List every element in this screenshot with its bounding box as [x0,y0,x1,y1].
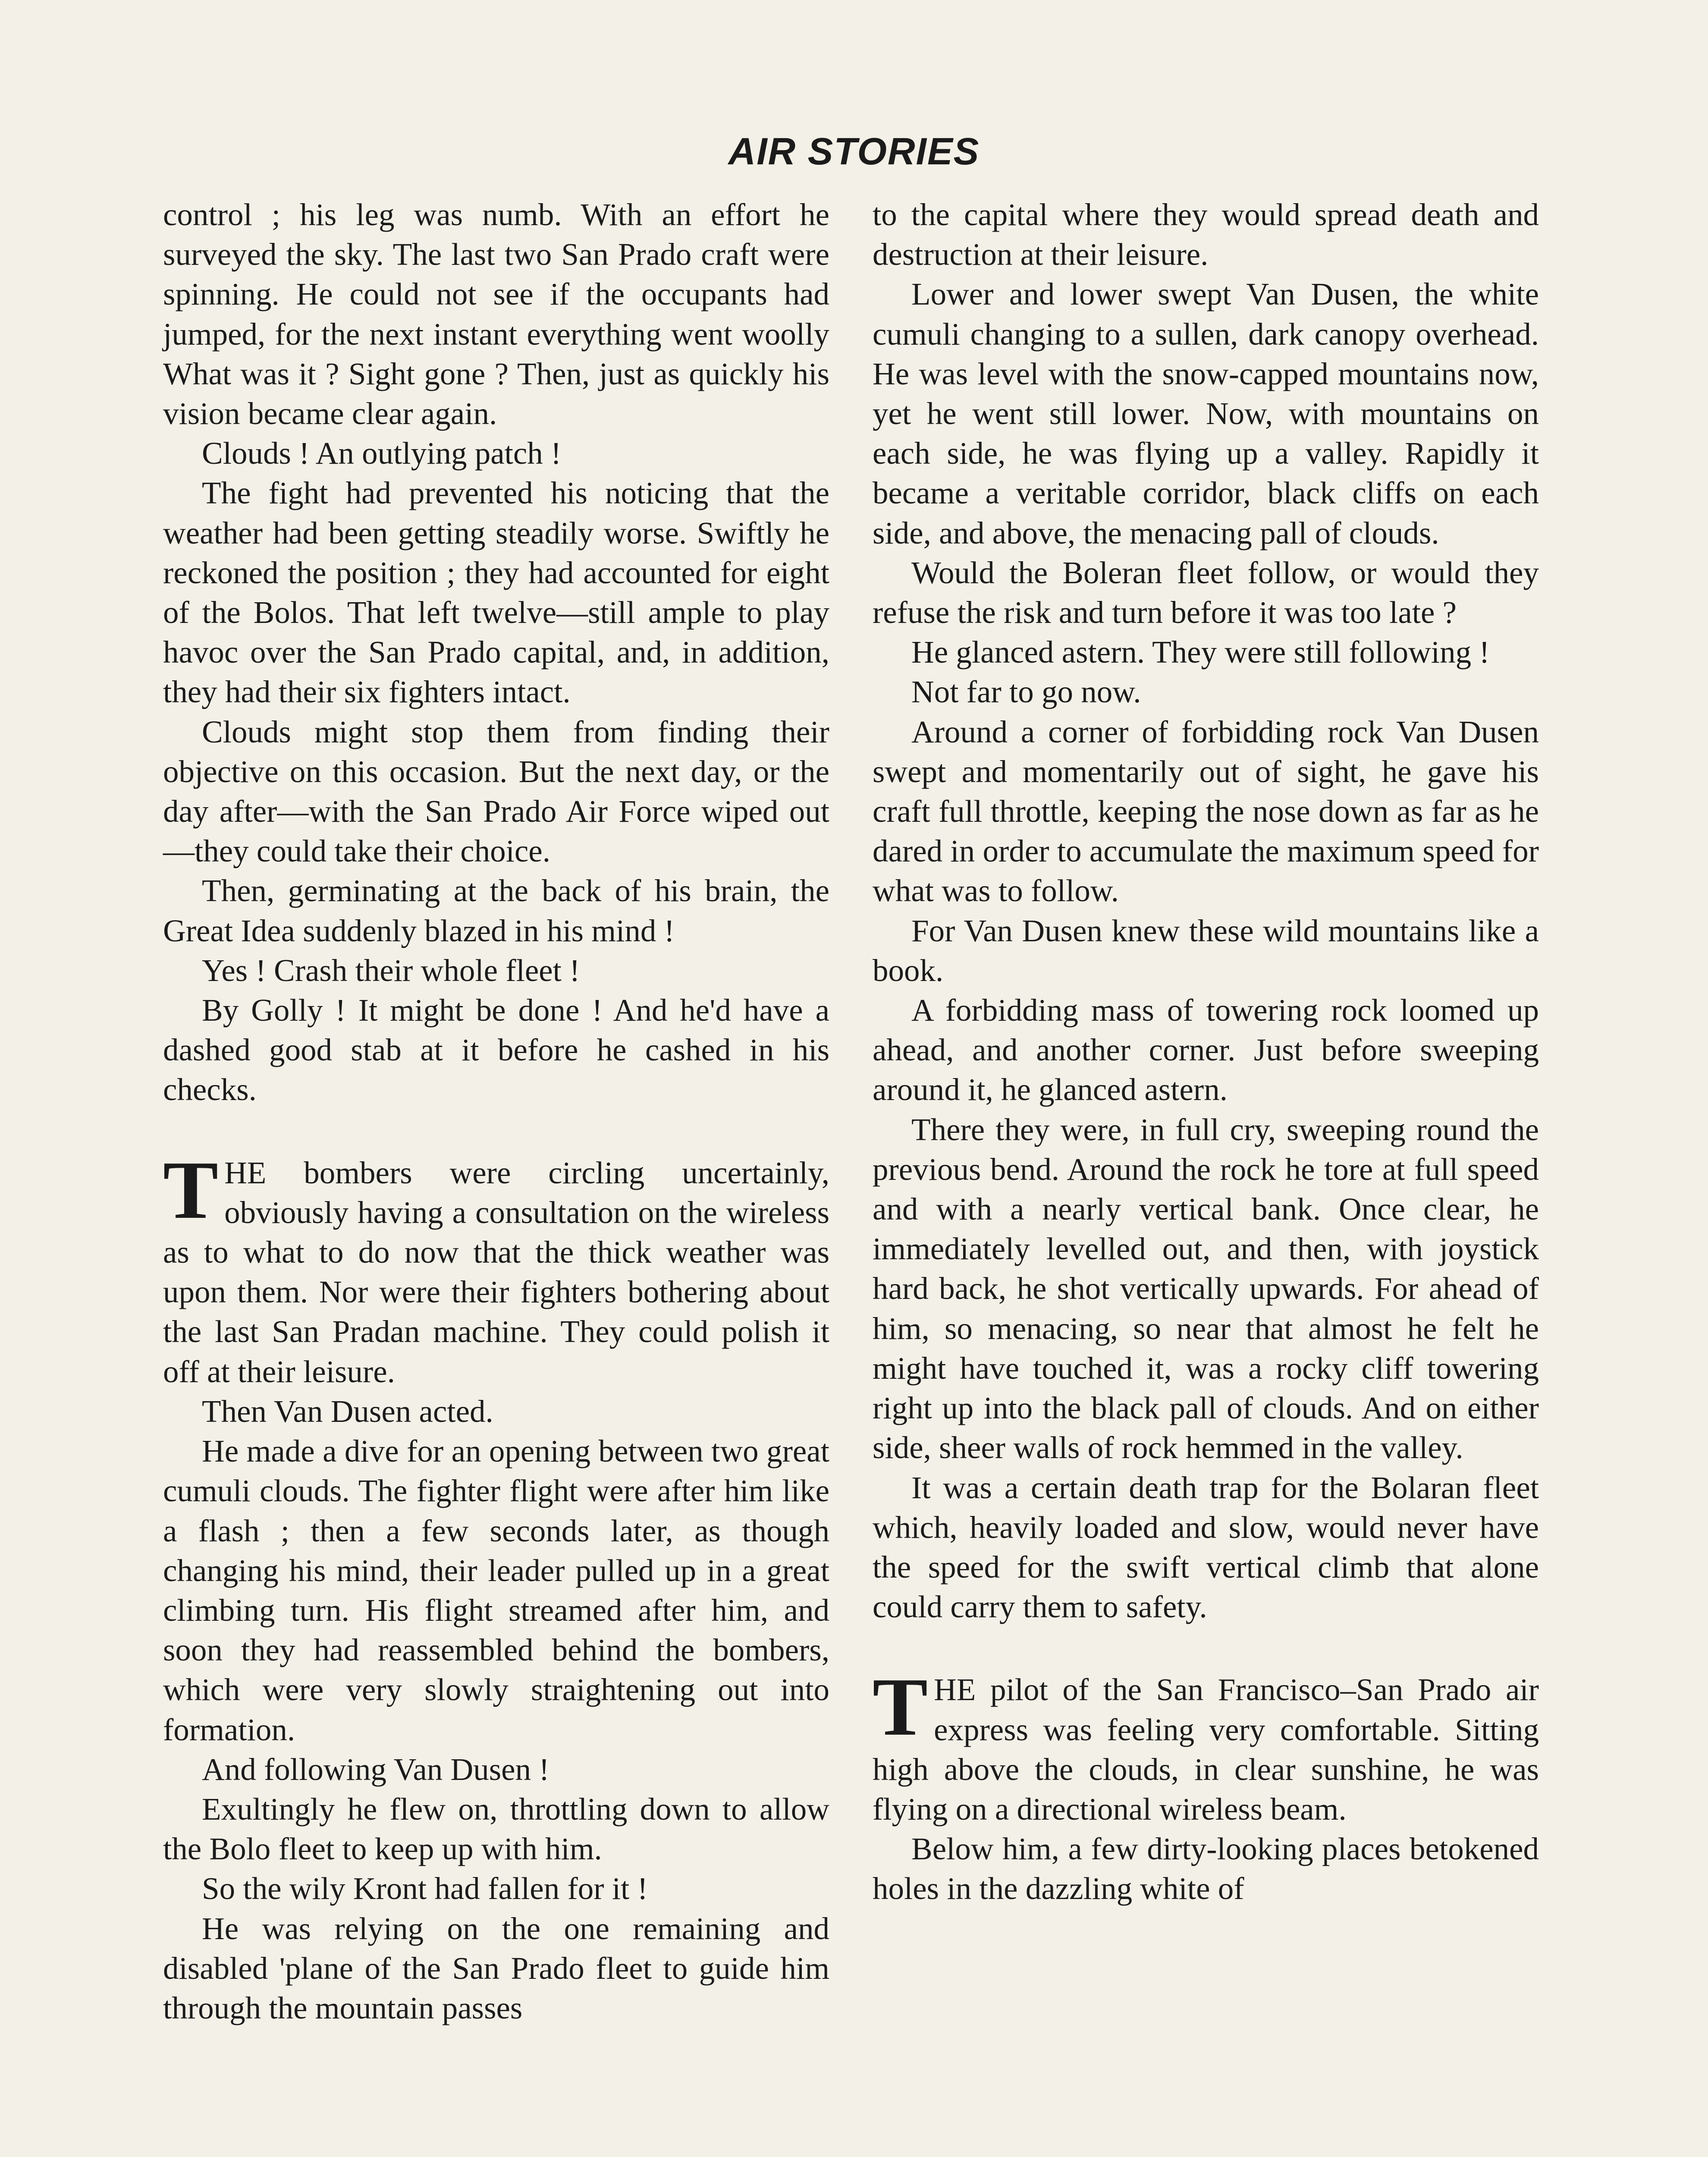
paragraph: Clouds might stop them from finding their objective on this occasion. But the next day, or the day after—with the San Prado Air Force wiped out—they could take their choice. [163,714,829,869]
paragraph: Yes ! Crash their whole fleet ! [202,953,580,988]
section-opening-text: HE pilot of the San Francisco–San Prado air express was feeling very comfortable. Sitting high above the clouds, in clear sunshine, he was flying on a directional wireless beam. [873,1672,1539,1827]
section-opening-paragraph [873,1661,1539,1829]
paragraph: He made a dive for an opening between two great cumuli clouds. The fighter flight were after him like a flash ; then a few seconds later, as though changing his mind, their leader pulled up in a great climbing turn. His flight streamed after him, and soon they had reassembled behind the bombers, which were very slowly straightening out into formation. [163,1434,829,1747]
paragraph: A forbidding mass of towering rock loomed up ahead, and another corner. Just before sweeping around it, he glanced astern. [873,993,1539,1107]
paragraph: Clouds ! An outlying patch ! [202,436,562,471]
paragraph: Would the Boleran fleet follow, or would they refuse the risk and turn before it was too late ? [873,555,1539,630]
paragraph: to the capital where they would spread death and destruction at their leisure. [873,197,1539,272]
paragraph: There they were, in full cry, sweeping round the previous bend. Around the rock he tore at full speed and with a nearly vertical bank. Once clear, he immediately levelled out, and then, with joystick hard back, he shot vertically upwards. For ahead of him, so menacing, so near that almost he felt he might have touched it, was a rocky cliff towering right up into the black pall of clouds. And on either side, sheer walls of rock hemmed in the valley. [873,1112,1539,1465]
paragraph: Around a corner of forbidding rock Van Dusen swept and momentarily out of sight, he gave his craft full throttle, keeping the nose down as far as he dared in order to accumulate the maximum speed for what was to follow. [873,714,1539,909]
paragraph: control ; his leg was numb. With an effort he surveyed the sky. The last two San Prado craft were spinning. He could not see if the occupants had jumped, for the next instant everything went woolly What was it ? Sight gone ? Then, just as quickly his vision became clear again. [163,197,829,431]
left-column [163,195,829,2028]
paragraph: Exultingly he flew on, throttling down to allow the Bolo fleet to keep up with him. [163,1791,829,1867]
paragraph: He was relying on the one remaining and disabled 'plane of the San Prado fleet to guide him through the mountain passes [163,1911,829,2025]
running-head: AIR STORIES [728,130,980,173]
paragraph: By Golly ! It might be done ! And he'd have a dashed good stab at it before he cashed in his checks. [163,993,829,1107]
paragraph: Below him, a few dirty-looking places betokened holes in the dazzling white of [873,1831,1539,1906]
paragraph: So the wily Kront had fallen for it ! [202,1871,648,1906]
drop-cap: T [163,1144,219,1236]
right-column [873,195,1539,1909]
paragraph: The fight had prevented his noticing that the weather had been getting steadily worse. Swiftly he reckoned the position ; they had accounted for eight of the Bolos. That left twelve—still ample to play havoc over the San Prado capital, and, in addition, they had their six fighters intact. [163,475,829,710]
paragraph: Then Van Dusen acted. [202,1393,493,1429]
paragraph: Then, germinating at the back of his brain, the Great Idea suddenly blazed in his mind ! [163,873,829,948]
section-break [163,1110,829,1153]
paragraph: Lower and lower swept Van Dusen, the white cumuli changing to a sullen, dark canopy overhead. He was level with the snow-capped mountains now, yet he went still lower. Now, with mountains on each side, he was flying up a valley. Rapidly it became a veritable corridor, black cliffs on each side, and above, the menacing pall of clouds. [873,277,1539,550]
drop-cap: T [873,1661,928,1753]
section-opening-paragraph [163,1144,829,1392]
paragraph: Not far to go now. [911,674,1141,710]
paragraph: It was a certain death trap for the Bolaran fleet which, heavily loaded and slow, would never have the speed for the swift vertical climb that alone could carry them to safety. [873,1470,1539,1625]
section-opening-text: HE bombers were circling uncertainly, obviously having a consultation on the wireless as to what to do now that the thick weather was upon them. Nor were their fighters bothering about the last San Pradan machine. They could polish it off at their leisure. [163,1155,829,1389]
paragraph: He glanced astern. They were still following ! [911,635,1490,670]
section-break [873,1627,1539,1670]
paragraph: And following Van Dusen ! [202,1751,549,1787]
paragraph: For Van Dusen knew these wild mountains like a book. [873,913,1539,988]
